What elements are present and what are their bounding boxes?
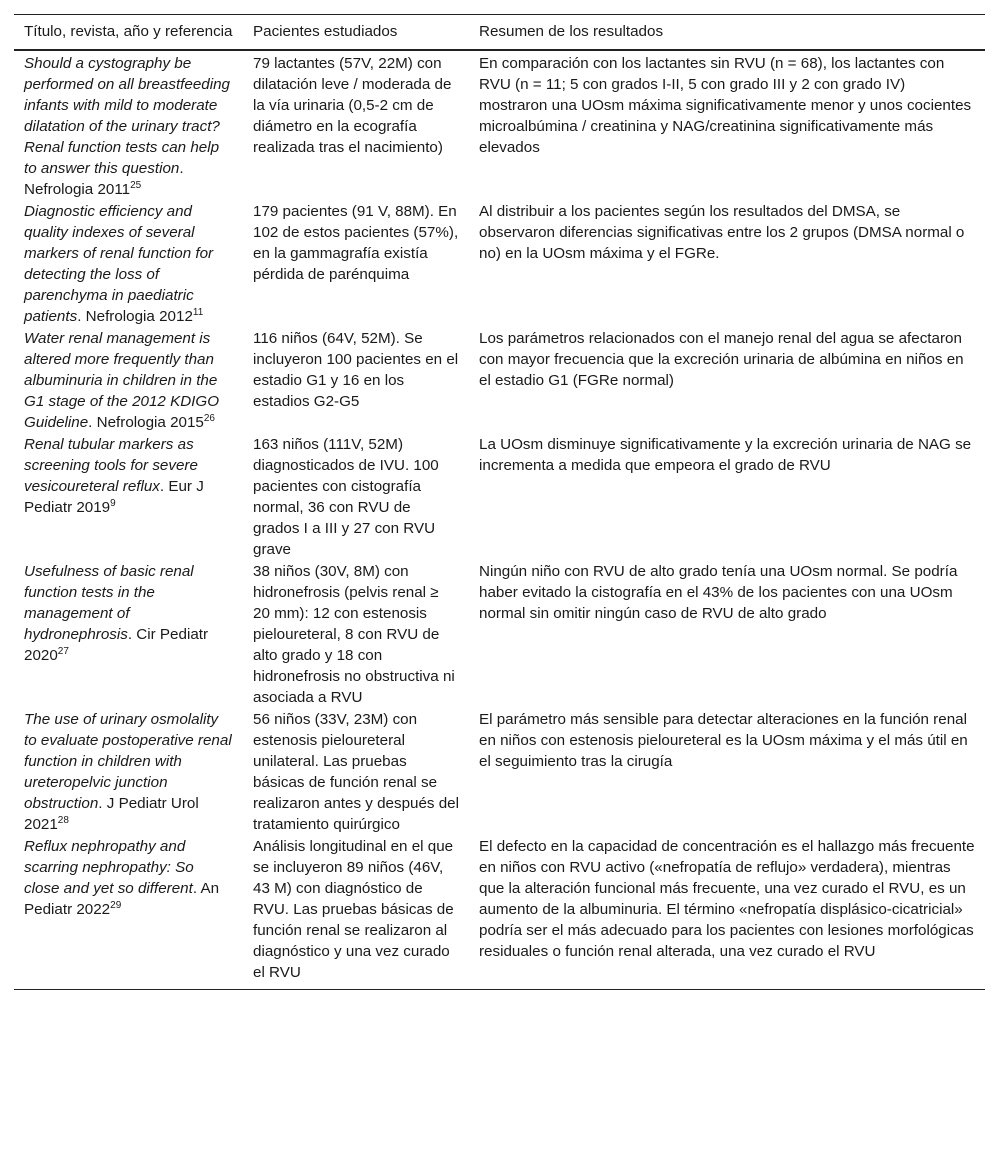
table-row [14,835,985,990]
cell-patients: 116 niños (64V, 52M). Se incluyeron 100 pacientes en el estadio G1 y 16 en los estadios G2-G5 [253,330,459,410]
journal-year: Nefrologia 2012 [85,308,193,325]
cell-reference: Should a cystography be performed on all breastfeeding infants with mild to moderate dilatation of the urinary tract? Renal function tests can help to answer this question. Nefrologia 2011$^{25}$ [24,55,231,198]
table-row [14,708,985,835]
cell-patients: 56 niños (33V, 23M) con estenosis pieloureteral unilateral. Las pruebas básicas de función renal se realizaron antes y después del tratamiento quirúrgico [253,711,460,833]
article-title: Water renal management is altered more frequently than albuminuria in children in the G1 stage of the 2012 KDIGO Guideline [24,330,220,431]
reference-number: 11 [192,307,204,318]
article-title: Usefulness of basic renal function tests in the management of hydronephrosis [24,563,194,643]
table-row [14,200,985,327]
reference-number: 9 [110,498,116,509]
article-title: Reflux nephropathy and scarring nephropathy: So close and yet so different [24,838,194,897]
cell-patients: 79 lactantes (57V, 22M) con dilatación leve / moderada de la vía urinaria (0,5-2 cm de diámetro en la ecografía realizada tras el nacimiento) [253,55,452,156]
reference-number: 25 [130,180,142,191]
reference-number: 29 [110,900,122,911]
cell-patients: 163 niños (111V, 52M) diagnosticados de IVU. 100 pacientes con cistografía normal, 36 con RVU de grados I a III y 27 con RVU grave [253,436,439,558]
header-results: Resumen de los resultados [469,15,985,51]
table-row [14,50,985,200]
cell-patients: Análisis longitudinal en el que se incluyeron 89 niños (46V, 43 M) con diagnóstico de RVU. Las pruebas básicas de función renal se realizaron al diagnóstico y una vez curado el RVU [243,835,469,990]
cell-reference: Renal tubular markers as screening tools for severe vesicoureteral reflux. Eur J Pediatr 2019$^9$ [24,436,204,516]
reference-number: 28 [57,815,69,826]
journal-year: Eur J Pediatr 2019 [24,478,204,516]
cell-results: En comparación con los lactantes sin RVU (n = 68), los lactantes con RVU (n = 11; 5 con grados I-II, 5 con grado III y 2 con grado IV) mostraron una UOsm máxima significativamente menor y unos cocientes microalbúmina / creatinina y NAG/creatinina significativamente más elevados [479,55,972,156]
cell-reference: Reflux nephropathy and scarring nephropathy: So close and yet so different. An Pediatr 2022$^{29}$ [14,835,243,990]
reference-number: 27 [57,646,69,657]
cell-patients: 179 pacientes (91 V, 88M). En 102 de estos pacientes (57%), en la gammagrafía existía pérdida de parénquima [253,203,459,283]
cell-results: Al distribuir a los pacientes según los resultados del DMSA, se observaron diferencias significativas entre los 2 grupos (DMSA normal o no) en la UOsm máxima y el FGRe. [479,203,965,262]
cell-patients: 38 niños (30V, 8M) con hidronefrosis (pelvis renal ≥ 20 mm): 12 con estenosis pieloureteral, 8 con RVU de alto grado y 18 con hidronefrosis no obstructiva ni asociada a RVU [253,563,455,706]
article-title: Diagnostic efficiency and quality indexes of several markers of renal function for detecting the loss of parenchyma in paediatric patients [24,203,214,325]
journal-year: Nefrologia 2015 [96,414,204,431]
table-row [14,560,985,708]
header-row [14,15,985,51]
header-title-journal: Título, revista, año y referencia [14,15,243,51]
journal-year: An Pediatr 2022 [24,880,220,918]
studies-table [14,14,985,990]
journal-year: Nefrologia 2011 [24,181,131,198]
header-patients: Pacientes estudiados [243,15,469,51]
table-row [14,433,985,560]
cell-results: La UOsm disminuye significativamente y la excreción urinaria de NAG se incrementa a medida que empeora el grado de RVU [479,436,972,474]
cell-results: Ningún niño con RVU de alto grado tenía una UOsm normal. Se podría haber evitado la cistografía en el 43% de los pacientes con una UOsm normal sin omitir ningún caso de RVU de alto grado [479,563,958,622]
article-title: Renal tubular markers as screening tools for severe vesicoureteral reflux [24,436,198,495]
cell-results: El parámetro más sensible para detectar alteraciones en la función renal en niños con estenosis pieloureteral es la UOsm máxima y el más útil en el seguimiento tras la cirugía [479,711,968,770]
journal-year: J Pediatr Urol 2021 [24,795,199,833]
article-title: The use of urinary osmolality to evaluate postoperative renal function in children with ureteropelvic junction obstruction [24,711,232,812]
cell-reference: Water renal management is altered more frequently than albuminuria in children in the G1 stage of the 2012 KDIGO Guideline. Nefrologia 2015$^{26}$ [24,330,220,431]
cell-results: Los parámetros relacionados con el manejo renal del agua se afectaron con mayor frecuencia que la excreción urinaria de albúmina en niños en el estadio G1 (FGRe normal) [479,330,964,389]
cell-results: El defecto en la capacidad de concentración es el hallazgo más frecuente en niños con RVU activo («nefropatía de reflujo» verdadera), mientras que la alteración funcional más frecuente, una vez curado el RVU, es un aumento de la albuminuria. El término «nefropatía displásico-cicatricial» podría ser el más adecuado para los pacientes con lesiones morfológicas residuales o función renal alterada, una vez curado el RVU [469,835,985,990]
cell-reference: The use of urinary osmolality to evaluate postoperative renal function in children with ureteropelvic junction obstruction. J Pediatr Urol 2021$^{28}$ [24,711,232,833]
article-title: Should a cystography be performed on all breastfeeding infants with mild to moderate dilatation of the urinary tract? Renal function tests can help to answer this question [24,55,231,177]
reference-number: 26 [203,413,215,424]
cell-reference: Usefulness of basic renal function tests in the management of hydronephrosis. Cir Pediatr 2020$^{27}$ [24,563,209,664]
journal-year: Cir Pediatr 2020 [24,626,209,664]
table-row [14,327,985,433]
cell-reference: Diagnostic efficiency and quality indexes of several markers of renal function for detecting the loss of parenchyma in paediatric patients. Nefrologia 2012$^{11}$ [24,203,214,325]
